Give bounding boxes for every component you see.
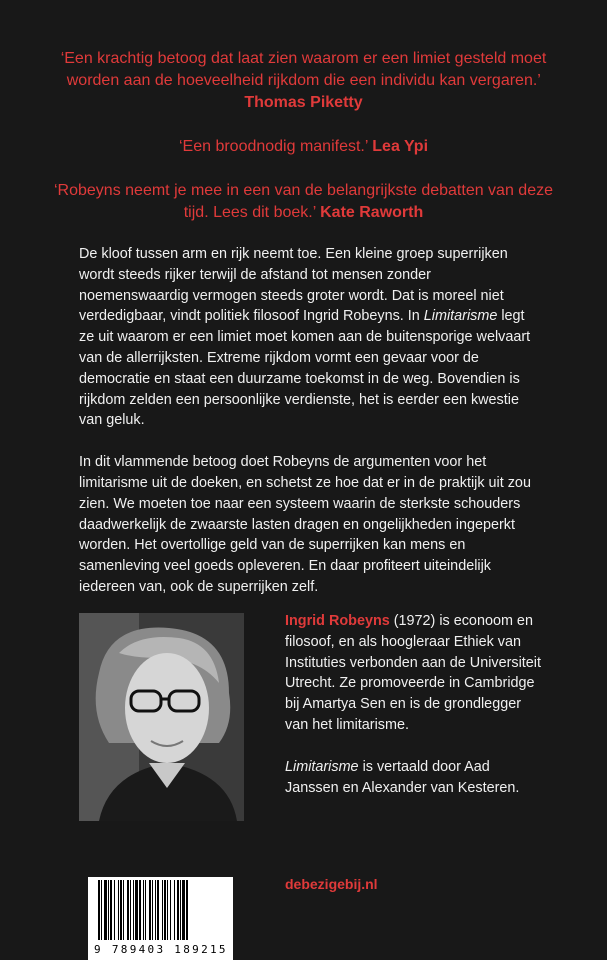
- quote-piketty: ‘Een krachtig betoog dat laat zien waarom er een limiet gesteld moet worden aan de hoeveelheid rijkdom die een individu kan vergaren.’ Thomas Piketty: [60, 50, 547, 111]
- book-title: Limitarisme: [423, 308, 498, 325]
- barcode-bar: [170, 880, 171, 940]
- isbn-barcode: [88, 877, 233, 960]
- barcode-bar: [177, 880, 179, 940]
- barcode-bar: [157, 880, 159, 940]
- barcode-graphic: [98, 880, 223, 940]
- quote-raworth: ‘Robeyns neemt je mee in een van de belangrijkste debatten van deze tijd. Lees dit boek.’ Kate Raworth: [54, 182, 553, 221]
- barcode-bar: [120, 880, 122, 940]
- bio-paragraph: Ingrid Robeyns (1972) is econoom en filosoof, en als hoogleraar Ethiek van Instituties verbonden aan de Universiteit Utrecht. Ze promoveerde in Cambridge bij Amartya Sen en is de grondlegger van het limitarisme.: [285, 613, 541, 733]
- barcode-bar: [143, 880, 144, 940]
- review-quotes: [40, 48, 567, 224]
- barcode-bar: [104, 880, 107, 940]
- blurb: [79, 244, 539, 598]
- barcode-bar: [139, 880, 141, 940]
- barcode-bar: [130, 880, 131, 940]
- barcode-bar: [149, 880, 151, 940]
- barcode-bar: [182, 880, 185, 940]
- barcode-bar: [110, 880, 112, 940]
- barcode-bar: [152, 880, 153, 940]
- barcode-bar: [133, 880, 134, 940]
- barcode-bar: [98, 880, 100, 940]
- isbn-number: 9 789403 189215: [94, 943, 228, 956]
- barcode-bar: [155, 880, 156, 940]
- translation-credit: Limitarisme is vertaald door Aad Janssen en Alexander van Kesteren.: [285, 758, 520, 796]
- barcode-bar: [114, 880, 115, 940]
- barcode-bar: [145, 880, 146, 940]
- book-title: Limitarisme: [285, 758, 359, 775]
- barcode-bar: [186, 880, 188, 940]
- barcode-bar: [164, 880, 166, 940]
- barcode-bar: [174, 880, 175, 940]
- barcode-bar: [162, 880, 163, 940]
- barcode-bar: [135, 880, 138, 940]
- blurb-paragraph-1: De kloof tussen arm en rijk neemt toe. Een kleine groep superrijken wordt steeds rijker terwijl de afstand tot mensen zonder noemenswaardig vermogen steeds groter wordt. Dat is moreel niet verdedigbaar, vindt politiek filosoof Ingrid Robeyns. In Limitarisme legt ze uit waarom er een limiet moet komen aan de buitensporige welvaart van de allerrijksten. Extreme rijkdom vormt een gevaar voor de democratie en staat een duurzame toekomst in de weg. Bovendien is rijkdom zelden een persoonlijke verdienste, het is eerder een kwestie van geluk.: [79, 246, 531, 429]
- publisher-url[interactable]: debezigebij.nl: [285, 876, 378, 892]
- quote-ypi: ‘Een broodnodig manifest.’ Lea Ypi: [178, 138, 429, 155]
- barcode-bar: [101, 880, 102, 940]
- barcode-bar: [180, 880, 181, 940]
- author-bio: [285, 611, 545, 798]
- blurb-paragraph-2: In dit vlammende betoog doet Robeyns de argumenten voor het limitarisme uit de doeken, en schetst ze hoe dat er in de praktijk uit zou zien. We moeten toe naar een systeem waarin de sterkste schouders daadwerkelijk de zwaarste lasten dragen en ongelijkheden ingeperkt worden. Het overtollige geld van de superrijken kan mens en samenleving veel goeds opleveren. En daar profiteert uiteindelijk iedereen van, ook de superrijken zelf.: [79, 454, 531, 595]
- author-name: Ingrid Robeyns: [285, 613, 390, 629]
- barcode-bar: [123, 880, 124, 940]
- barcode-bar: [108, 880, 109, 940]
- barcode-bar: [118, 880, 119, 940]
- author-photo: [79, 613, 244, 821]
- quote-author: Lea Ypi: [372, 138, 429, 155]
- barcode-bar: [167, 880, 168, 940]
- barcode-bar: [127, 880, 129, 940]
- quote-author: Kate Raworth: [320, 204, 424, 221]
- quote-author: Thomas Piketty: [244, 94, 363, 111]
